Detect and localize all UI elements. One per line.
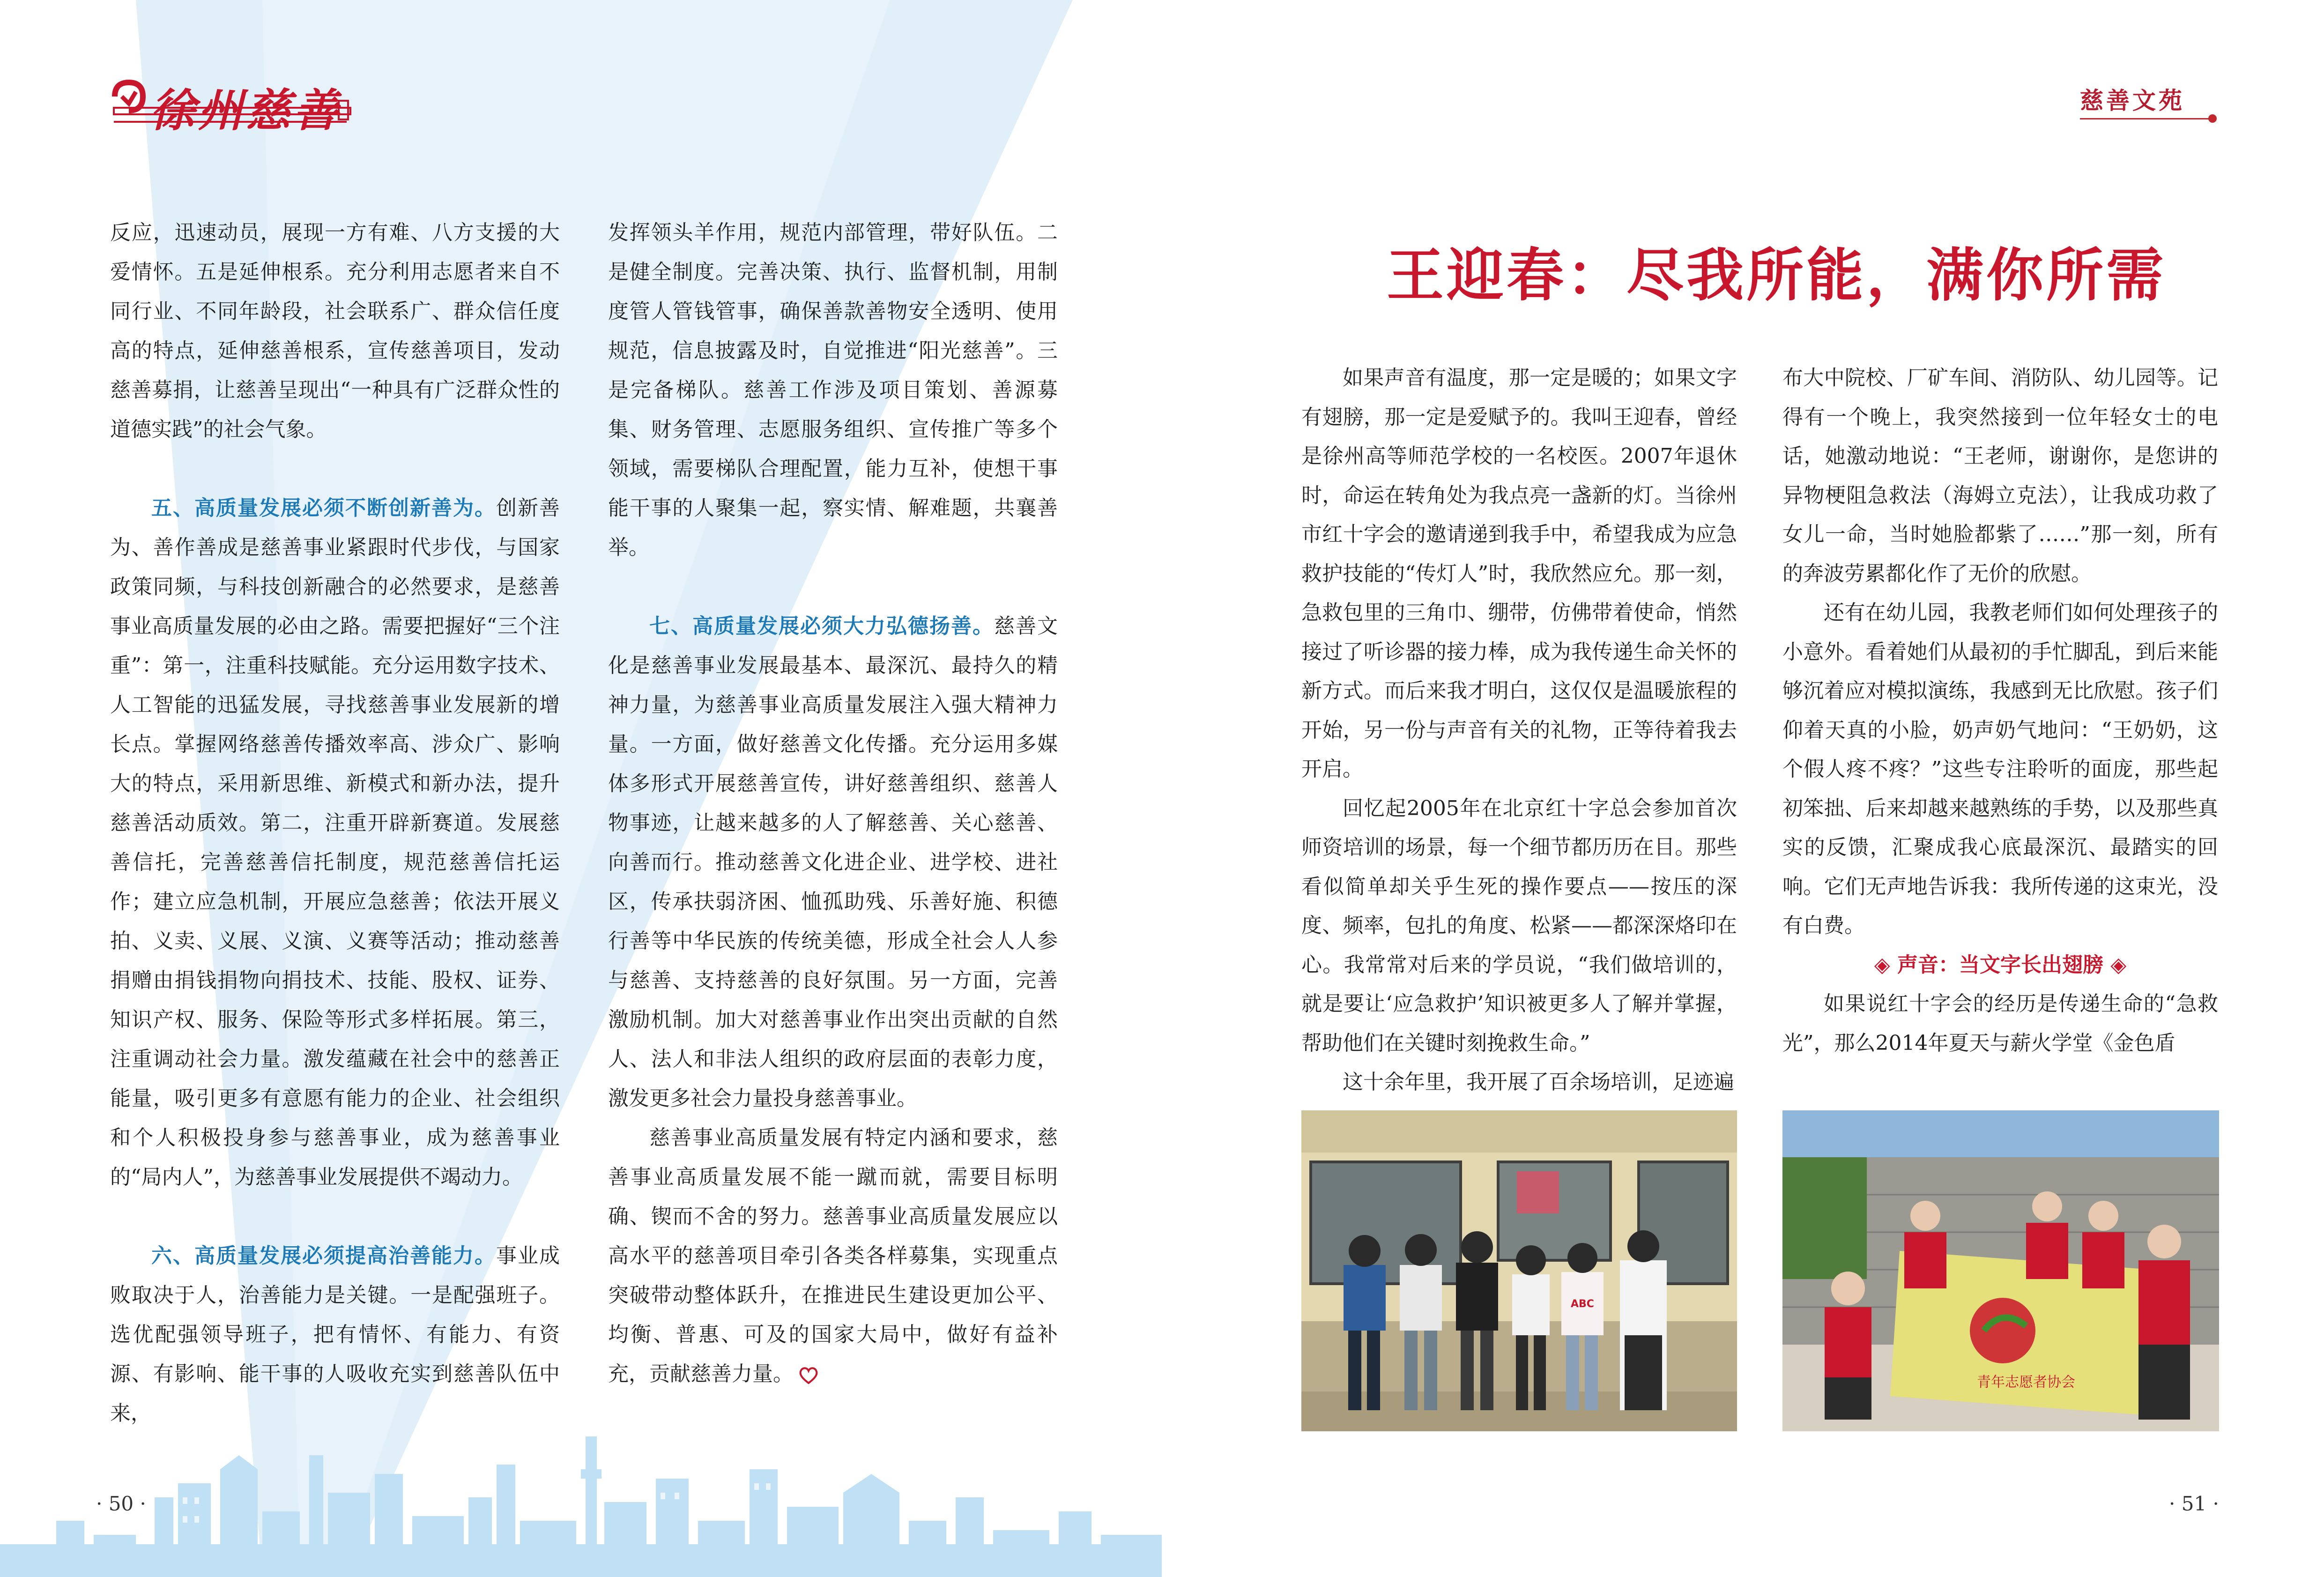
paragraph: 慈善事业高质量发展有特定内涵和要求，慈善事业高质量发展不能一蹴而就，需要目标明确、锲而不舍的努力。慈善事业高质量发展应以高水平的慈善项目牵引各类各样募集，实现重点突破带动整体跃升，在推进民生建设更加公平、均衡、普惠、可及的国家大局中，做好有益补充，贡献慈善力量。 (608, 1126, 1058, 1386)
section-dot (2208, 114, 2217, 123)
paragraph: 五、高质量发展必须不断创新善为。创新善为、善作善成是慈善事业紧跟时代步伐，与国家政策同频，与科技创新融合的必然要求，是慈善事业高质量发展的必由之路。需要把握好“三个注重”：第一，注重科技赋能。充分运用数字技术、人工智能的迅猛发展，寻找慈善事业发展新的增长点。掌握网络慈善传播效率高、涉众广、影响大的特点，采用新思维、新模式和新办法，提升慈善活动质效。第二，注重开辟新赛道。发展慈善信托，完善慈善信托制度，规范慈善信托运作；建立应急机制，开展应急慈善；依法开展义拍、义卖、义展、义演、义赛等活动；推动慈善捐赠由捐钱捐物向捐技术、技能、股权、证券、知识产权、服务、保险等形式多样拓展。第三，注重调动社会力量。激发蕴藏在社会中的慈善正能量，吸引更多有意愿有能力的企业、社会组织和个人积极投身参与慈善事业，成为慈善事业的“局内人”，为慈善事业发展提供不竭动力。 (110, 496, 560, 1189)
brand-header (110, 75, 354, 137)
paragraph: 反应，迅速动员，展现一方有难、八方支援的大爱情怀。五是延伸根系。充分利用志愿者来自不同行业、不同年龄段，社会联系广、群众信任度高的特点，延伸慈善根系，宣传慈善项目，发动慈善募捐，让慈善呈现出“一种具有广泛群众性的道德实践”的社会气象。 (110, 221, 560, 441)
photo-volunteers-banner (1782, 1110, 2219, 1431)
section-label: 慈善文苑 (2080, 87, 2185, 114)
banner-text: 青年志愿者协会 (1977, 1374, 2075, 1391)
paragraph: 发挥领头羊作用，规范内部管理，带好队伍。二是健全制度。完善决策、执行、监督机制，用制度管人管钱管事，确保善款善物安全透明、使用规范，信息披露及时，自觉推进“阳光慈善”。三是完备梯队。慈善工作涉及项目策划、善源募集、财务管理、志愿服务组织、宣传推广等多个领域，需要梯队合理配置，能力互补，使想干事能干事的人聚集一起，察实情、解难题，共襄善举。 (608, 221, 1058, 559)
section-heading-5: 五、高质量发展必须不断创新善为。 (151, 496, 496, 520)
paragraph: 这十余年里，我开展了百余场培训，足迹遍 (1343, 1070, 1734, 1094)
heart-icon (798, 1366, 819, 1385)
photo-volunteers-illustration (1782, 1110, 2219, 1431)
page-number-right: · 51 · (2169, 1492, 2219, 1515)
left-column-2 (608, 213, 1058, 1394)
paragraph: 六、高质量发展必须提高治善能力。事业成败取决于人，治善能力是关键。一是配强班子。选优配强领导班子，把有情怀、有能力、有资源、有影响、能干事的人吸收充实到慈善队伍中来， (110, 1244, 560, 1425)
paragraph: 布大中院校、厂矿车间、消防队、幼儿园等。记得有一个晚上，我突然接到一位年轻女士的电话，她激动地说：“王老师，谢谢你，是您讲的异物梗阻急救法（海姆立克法），让我成功救了女儿一命，当时她脸都紫了……”那一刻，所有的奔波劳累都化作了无价的欣慰。 (1782, 366, 2218, 586)
diamond-icon: ◈ (2103, 952, 2127, 977)
shirt-print: ABC (1571, 1298, 1594, 1310)
right-column-2 (1782, 358, 2218, 1063)
city-skyline-decoration (0, 1427, 1162, 1577)
subheading: ◈ 声音：当文字长出翅膀 ◈ (1874, 952, 2127, 977)
right-column-1 (1301, 358, 1737, 1102)
diamond-icon: ◈ (1874, 952, 1897, 977)
paragraph: 七、高质量发展必须大力弘德扬善。慈善文化是慈善事业发展最基本、最深沉、最持久的精神力量，为慈善事业高质量发展注入强大精神力量。一方面，做好慈善文化传播。充分运用多媒体多形式开展慈善宣传，讲好慈善组织、慈善人物事迹，让越来越多的人了解慈善、关心慈善、向善而行。推动慈善文化进企业、进学校、进社区，传承扶弱济困、恤孤助残、乐善好施、积德行善等中华民族的传统美德，形成全社会人人参与慈善、支持慈善的良好氛围。另一方面，完善激励机制。加大对慈善事业作出突出贡献的自然人、法人和非法人组织的政府层面的表彰力度，激发更多社会力量投身慈善事业。 (608, 614, 1058, 1110)
paragraph: 如果说红十字会的经历是传递生命的“急救光”，那么2014年夏天与薪火学堂《金色盾 (1782, 992, 2218, 1055)
charity-logo-icon (110, 78, 148, 115)
photo-students-illustration (1301, 1110, 1737, 1431)
left-column-1 (110, 213, 560, 1433)
photo-students-group (1301, 1110, 1737, 1431)
paragraph: 回忆起2005年在北京红十字总会参加首次师资培训的场景，每一个细节都历历在目。那些看似简单却关乎生死的操作要点——按压的深度、频率，包扎的角度、松紧——都深深烙印在心。我常常对后来的学员说，“我们做培训的，就是要让‘应急救护’知识被更多人了解并掌握，帮助他们在关键时刻挽救生命。” (1301, 796, 1737, 1055)
paragraph: 如果声音有温度，那一定是暖的；如果文字有翅膀，那一定是爱赋予的。我叫王迎春，曾经是徐州高等师范学校的一名校医。2007年退休时，命运在转角处为我点亮一盏新的灯。当徐州市红十字会的邀请递到我手中，希望我成为应急救护技能的“传灯人”时，我欣然应允。那一刻，急救包里的三角巾、绷带，仿佛带着使命，悄然接过了听诊器的接力棒，成为我传递生命关怀的新方式。而后来我才明白，这仅仅是温暖旅程的开始，另一份与声音有关的礼物，正等待着我去开启。 (1301, 366, 1737, 781)
section-heading-7: 七、高质量发展必须大力弘德扬善。 (649, 614, 994, 638)
page-number-left: · 50 · (96, 1492, 146, 1515)
article-title: 王迎春：尽我所能，满你所需 (1387, 241, 2166, 309)
brand-title: 徐州慈善 (150, 84, 341, 137)
paragraph: 还有在幼儿园，我教老师们如何处理孩子的小意外。看着她们从最初的手忙脚乱，到后来能够沉着应对模拟演练，我感到无比欣慰。孩子们仰着天真的小脸，奶声奶气地问：“王奶奶，这个假人疼不疼？”这些专注聆听的面庞，那些起初笨拙、后来却越来越熟练的手势，以及那些真实的反馈，汇聚成我心底最深沉、最踏实的回响。它们无声地告诉我：我所传递的这束光，没有白费。 (1782, 601, 2218, 937)
section-rule (2080, 118, 2211, 119)
section-heading-6: 六、高质量发展必须提高治善能力。 (151, 1244, 496, 1268)
